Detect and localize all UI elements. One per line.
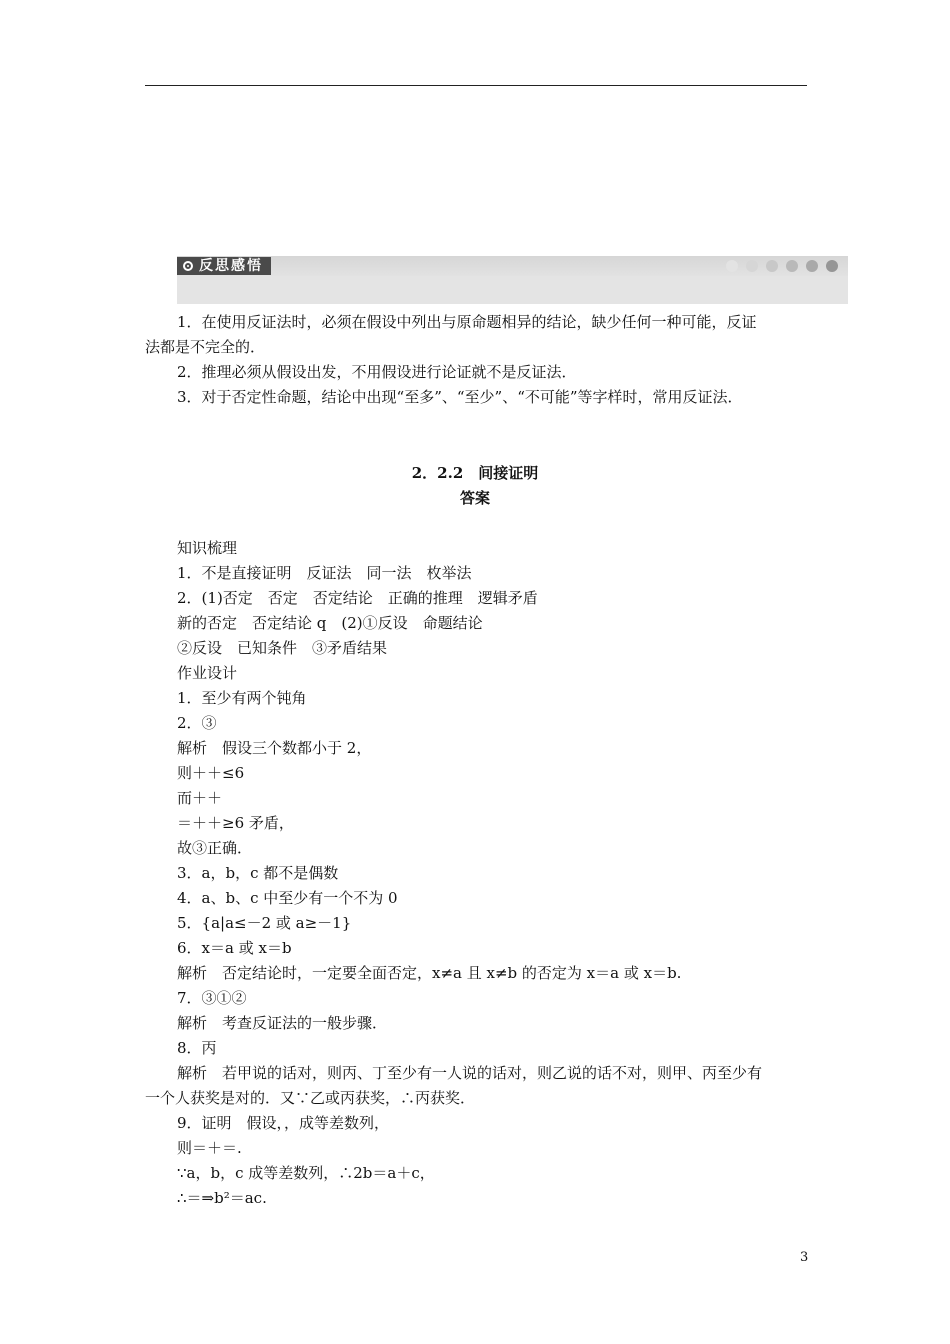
banner-dot xyxy=(766,260,778,272)
page-number: 3 xyxy=(800,1250,809,1265)
answer-line: 新的否定 否定结论 q (2)①反设 命题结论 xyxy=(177,614,483,632)
banner-dot xyxy=(786,260,798,272)
answer-line: 解析 假设三个数都小于 2， xyxy=(177,739,372,757)
answer-line: ②反设 已知条件 ③矛盾结果 xyxy=(177,639,388,657)
answer-line: 4．a、b、c 中至少有一个不为 0 xyxy=(177,889,398,907)
banner-dot xyxy=(806,260,818,272)
answer-line: 7．③①② xyxy=(177,989,247,1007)
answer-line: 3．a，b，c 都不是偶数 xyxy=(177,864,339,882)
answer-line: 1．不是直接证明 反证法 同一法 枚举法 xyxy=(177,564,472,582)
reflection-line: 3．对于否定性命题，结论中出现“至多”、“至少”、“不可能”等字样时，常用反证法． xyxy=(177,388,743,406)
answer-line: 则＝＋＝. xyxy=(177,1139,242,1157)
target-circle-icon xyxy=(183,261,193,271)
answer-line: 5．{a|a≤－2 或 a≥－1} xyxy=(177,914,352,932)
answer-line: ＝＋＋≥6 矛盾， xyxy=(177,814,294,832)
answer-line: 8．丙 xyxy=(177,1039,217,1057)
banner-strip xyxy=(177,256,848,276)
answer-line: 解析 否定结论时，一定要全面否定，x≠a 且 x≠b 的否定为 x＝a 或 x＝b. xyxy=(177,964,682,982)
reflection-line: 2．推理必须从假设出发，不用假设进行论证就不是反证法． xyxy=(177,363,577,381)
answer-line: 一个人获奖是对的．又∵乙或丙获奖，∴丙获奖． xyxy=(145,1089,476,1107)
reflection-line: 法都是不完全的． xyxy=(145,338,266,356)
answer-line: 1．至少有两个钝角 xyxy=(177,689,307,707)
answer-line: 则＋＋≤6 xyxy=(177,764,245,782)
banner-title: 反思感悟 xyxy=(199,258,263,274)
answer-line: 2．(1)否定 否定 否定结论 正确的推理 逻辑矛盾 xyxy=(177,589,538,607)
banner-dot xyxy=(726,260,738,272)
answer-line: 9．证明 假设，，成等差数列， xyxy=(177,1114,390,1132)
section-title: 2．2.2 间接证明 xyxy=(411,464,539,482)
reflection-line: 1．在使用反证法时，必须在假设中列出与原命题相异的结论，缺少任何一种可能，反证 xyxy=(177,313,757,331)
header-rule xyxy=(145,85,807,86)
answer-line: ∴＝⇒b²＝ac. xyxy=(177,1189,267,1207)
answer-line: ∵a，b，c 成等差数列，∴2b＝a＋c， xyxy=(177,1164,435,1182)
answer-line: 而＋＋ xyxy=(177,789,223,807)
answer-line: 2．③ xyxy=(177,714,217,732)
answer-line: 作业设计 xyxy=(177,664,238,682)
banner-dot xyxy=(826,260,838,272)
answer-line: 故③正确． xyxy=(177,839,253,857)
reflection-banner xyxy=(177,256,848,304)
answer-line: 6．x＝a 或 x＝b xyxy=(177,939,292,957)
answer-line: 解析 若甲说的话对，则丙、丁至少有一人说的话对，则乙说的话不对，则甲、丙至少有 xyxy=(177,1064,763,1082)
section-subtitle: 答案 xyxy=(459,489,490,507)
banner-dots xyxy=(726,260,838,272)
answer-line: 知识梳理 xyxy=(177,539,238,557)
banner-dot xyxy=(746,260,758,272)
banner-tab xyxy=(177,257,271,275)
answer-line: 解析 考查反证法的一般步骤． xyxy=(177,1014,388,1032)
